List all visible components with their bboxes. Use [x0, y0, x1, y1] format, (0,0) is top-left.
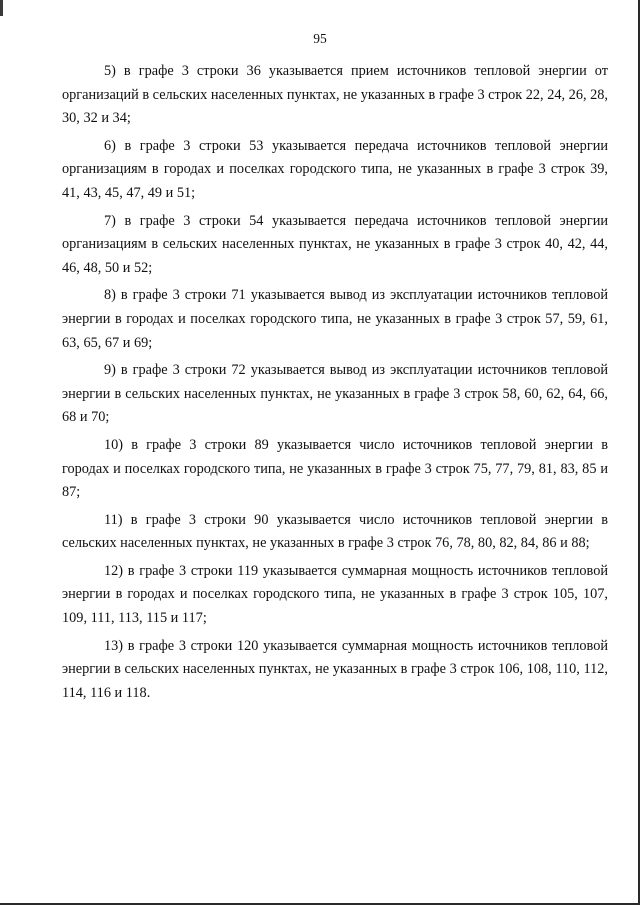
paragraph-7: 7) в графе 3 строки 54 указывается передача источников тепловой энергии организациям в сельских населенных пунктах, не указанных в графе 3 строк 40, 42, 44, 46, 48, 50 и 52;: [62, 212, 608, 276]
paragraph-6: 6) в графе 3 строки 53 указывается передача источников тепловой энергии организациям в городах и поселках городского типа, не указанных в графе 3 строк 39, 41, 43, 45, 47, 49 и 51;: [62, 137, 608, 201]
paragraph-10: 10) в графе 3 строки 89 указывается число источников тепловой энергии в городах и поселках городского типа, не указанных в графе 3 строк 75, 77, 79, 81, 83, 85 и 87;: [62, 436, 608, 501]
page-number: 95: [313, 31, 327, 46]
scan-edge-mark: [0, 0, 3, 16]
paragraph-8: 8) в графе 3 строки 71 указывается вывод из эксплуатации источников тепловой энергии в городах и поселках городского типа, не указанных в графе 3 строк 57, 59, 61, 63, 65, 67 и 69;: [62, 287, 608, 351]
paragraph-9: 9) в графе 3 строки 72 указывается вывод из эксплуатации источников тепловой энергии в сельских населенных пунктах, не указанных в графе 3 строк 58, 60, 62, 64, 66, 68 и 70;: [62, 362, 608, 426]
paragraph-5: 5) в графе 3 строки 36 указывается прием источников тепловой энергии от организаций в сельских населенных пунктах, не указанных в графе 3 строк 22, 24, 26, 28, 30, 32 и 34;: [62, 63, 608, 127]
paragraph-13: 13) в графе 3 строки 120 указывается суммарная мощность источников тепловой энергии в сельских населенных пунктах, не указанных в графе 3 строк 106, 108, 110, 112, 114, 116 и 118.: [62, 637, 608, 701]
paragraph-11: 11) в графе 3 строки 90 указывается число источников тепловой энергии в сельских населенных пунктах, не указанных в графе 3 строк 76, 78, 80, 82, 84, 86 и 88;: [62, 511, 608, 552]
paragraph-12: 12) в графе 3 строки 119 указывается суммарная мощность источников тепловой энергии в городах и поселках городского типа, не указанных в графе 3 строк 105, 107, 109, 111, 113, 115 и 117;: [62, 562, 608, 627]
document-body: [62, 60, 608, 705]
